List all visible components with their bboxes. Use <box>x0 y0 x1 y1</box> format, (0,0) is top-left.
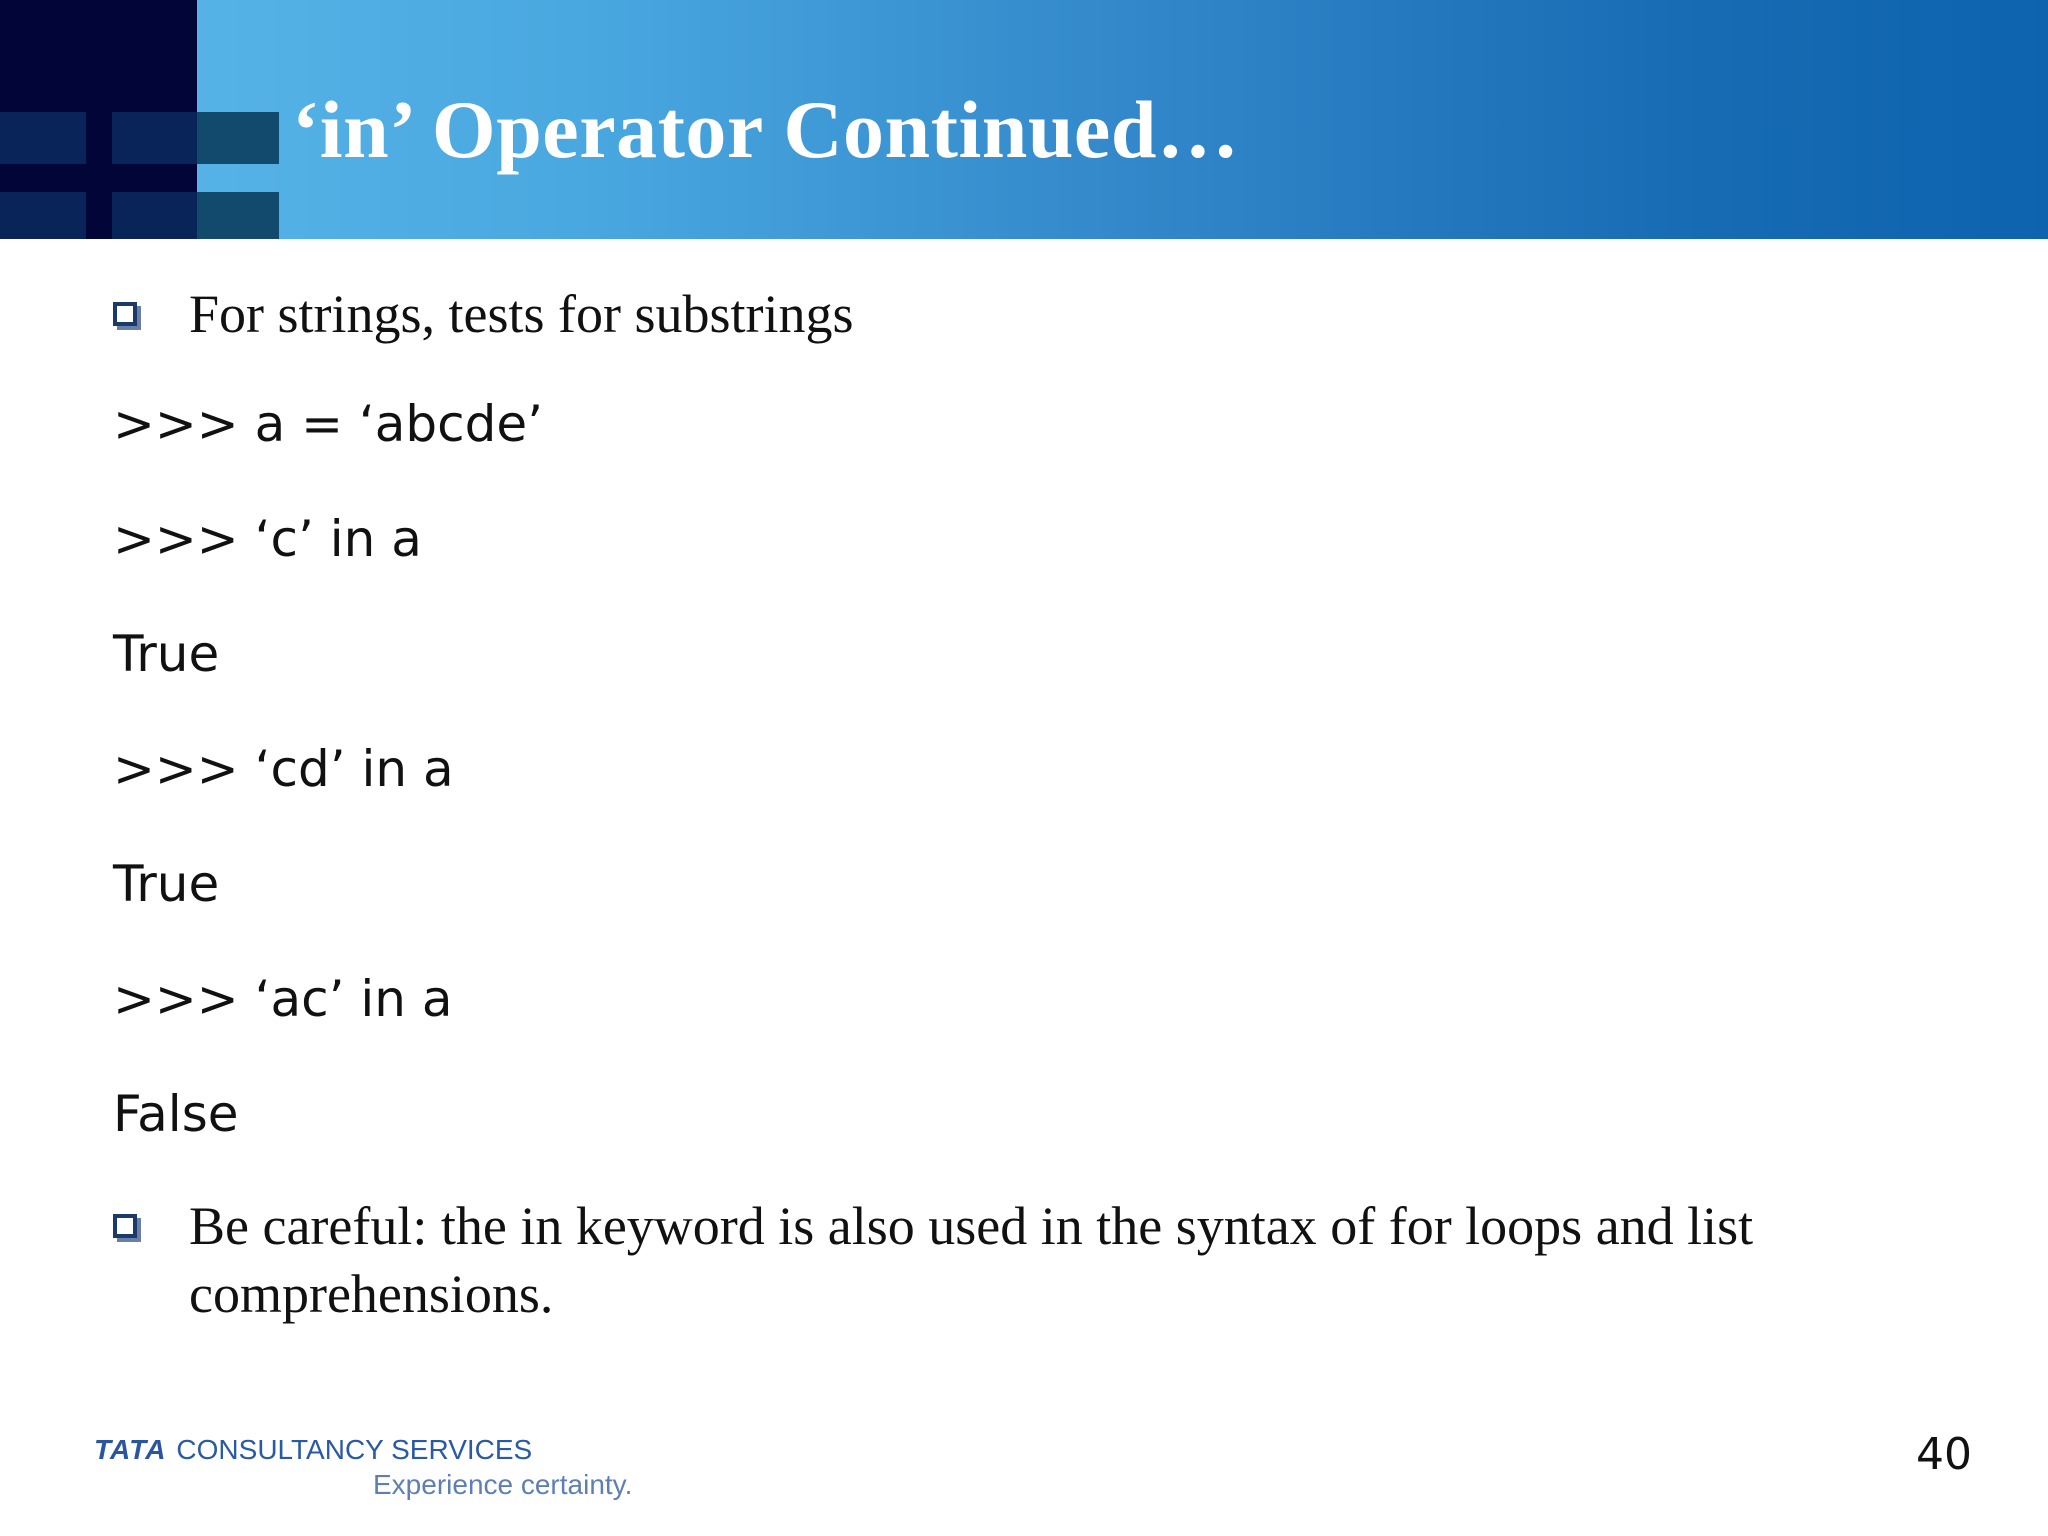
checkbox-bullet-icon <box>113 302 137 326</box>
decoration-block <box>112 192 198 239</box>
logo-company-name: CONSULTANCY SERVICES <box>176 1434 533 1465</box>
decoration-block <box>197 192 279 239</box>
bullet-text: For strings, tests for substrings <box>189 284 854 344</box>
code-line: >>> ‘ac’ in a <box>113 970 453 1028</box>
slide-title: ‘in’ Operator Continued… <box>292 84 1240 175</box>
code-output: True <box>113 625 220 683</box>
logo-tagline: Experience certainty. <box>373 1469 633 1500</box>
page-number: 40 <box>1916 1429 1972 1480</box>
title-banner <box>0 0 2048 239</box>
bullet-item <box>113 280 1929 348</box>
decoration-block <box>112 112 198 164</box>
code-line: >>> ‘c’ in a <box>113 510 422 568</box>
bullet-item <box>113 1192 1929 1328</box>
decoration-block <box>197 112 279 164</box>
bullet-text: Be careful: the in keyword is also used in the syntax of for loops and list comprehensions. <box>189 1196 1754 1324</box>
code-line: >>> a = ‘abcde’ <box>113 395 544 453</box>
checkbox-bullet-icon <box>113 1214 137 1238</box>
decoration-block <box>0 112 86 164</box>
decoration-block <box>0 192 86 239</box>
code-output: False <box>113 1085 239 1143</box>
code-line: >>> ‘cd’ in a <box>113 740 454 798</box>
code-output: True <box>113 855 220 913</box>
logo-tata-wordmark: TATA <box>94 1434 167 1465</box>
company-logo <box>94 1432 532 1468</box>
